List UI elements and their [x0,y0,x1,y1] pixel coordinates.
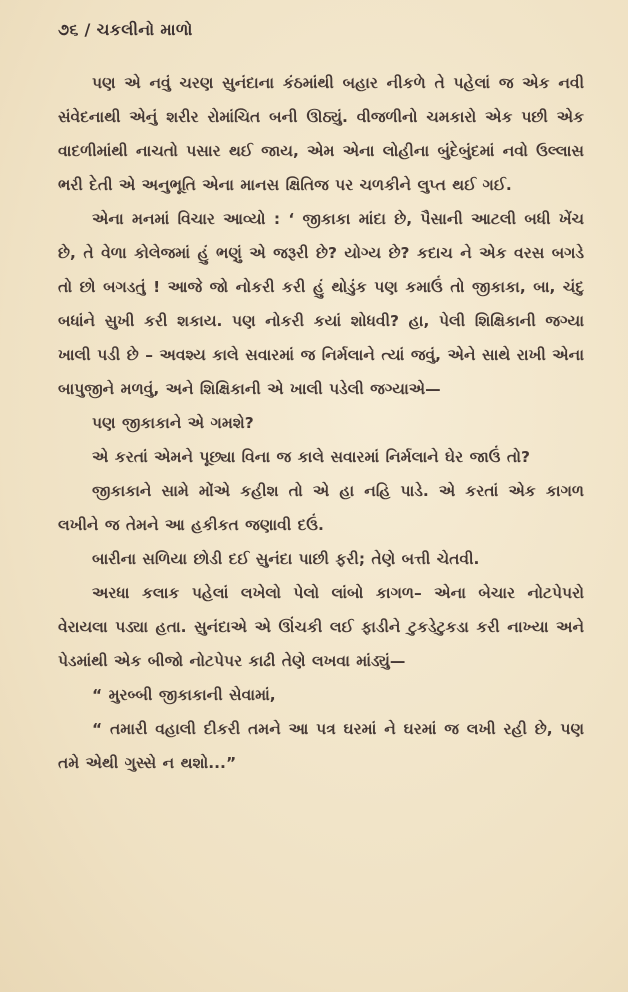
paragraph: પણ જીકાકાને એ ગમશે? [92,414,254,432]
paragraph: બારીના સળિયા છોડી દઈ સુનંદા પાછી ફરી; તેણે બત્તી ચેતવી. [92,550,480,568]
letter-salutation: “ મુરબ્બી જીકાકાની સેવામાં, [92,686,276,704]
letter-body: “ તમારી વહાલી દીકરી તમને આ પત્ર ઘરમાં ને ઘરમાં જ લખી રહી છે, પણ તમે એથી ગુસ્સે ન થશો...” [58,720,584,772]
paragraph: જીકાકાને સામે મોંએ કહીશ તો એ હા નહિ પાડે. એ કરતાં એક કાગળ લખીને જ તેમને આ હકીકત જણાવી દઉં. [58,482,584,534]
paragraph: પણ એ નવું ચરણ સુનંદાના કંઠમાંથી બહાર નીકળે તે પહેલાં જ એક નવી સંવેદનાથી એનું શરીર રોમાંચિત બની ઊઠ્યું. વીજળીનો ચમકારો એક પછી એક વાદળીમાંથી નાચતો પસાર થઈ જાય, એમ એના લોહીના બુંદેબુંદમાં નવો ઉલ્લાસ ભરી દેતી એ અનુભૂતિ એના માનસ ક્ષિતિજ પર ચળકીને લુપ્ત થઈ ગઈ. [58,74,584,194]
paragraph: એના મનમાં વિચાર આવ્યો : ‘ જીકાકા માંદા છે, પૈસાની આટલી બધી ખેંચ છે, તે વેળા કોલેજમાં હું ભણું એ જરૂરી છે? યોગ્ય છે? કદાચ ને એક વરસ બગડે તો છો બગડતું ! આજે જો નોકરી કરી હું થોડુંક પણ કમાઉં તો જીકાકા, બા, ચંદુ બધાંને સુખી કરી શકાય. પણ નોકરી કયાં શોધવી? હા, પેલી શિક્ષિકાની જગ્યા ખાલી પડી છે – અવશ્ય કાલે સવારમાં જ નિર્મલાને ત્યાં જવું, એને સાથે રાખી એના બાપુજીને મળવું, અને શિક્ષિકાની એ ખાલી પડેલી જગ્યાએ— [58,210,584,398]
paragraph: એ કરતાં એમને પૂછ્યા વિના જ કાલે સવારમાં નિર્મલાને ઘેર જાઉં તો? [92,448,531,466]
paragraph: અરધા કલાક પહેલાં લખેલો પેલો લાંબો કાગળ– એના બેચાર નોટપેપરો વેરાયલા પડ્યા હતા. સુનંદાએ એ ઊંચકી લઈ ફાડીને ટુકડેટુકડા કરી નાખ્યા અને પેડમાંથી એક બીજો નોટપેપર કાઢી તેણે લખવા માંડ્યું— [58,584,584,670]
running-head: ૭૬ / ચકલીનો માળો [58,20,193,39]
